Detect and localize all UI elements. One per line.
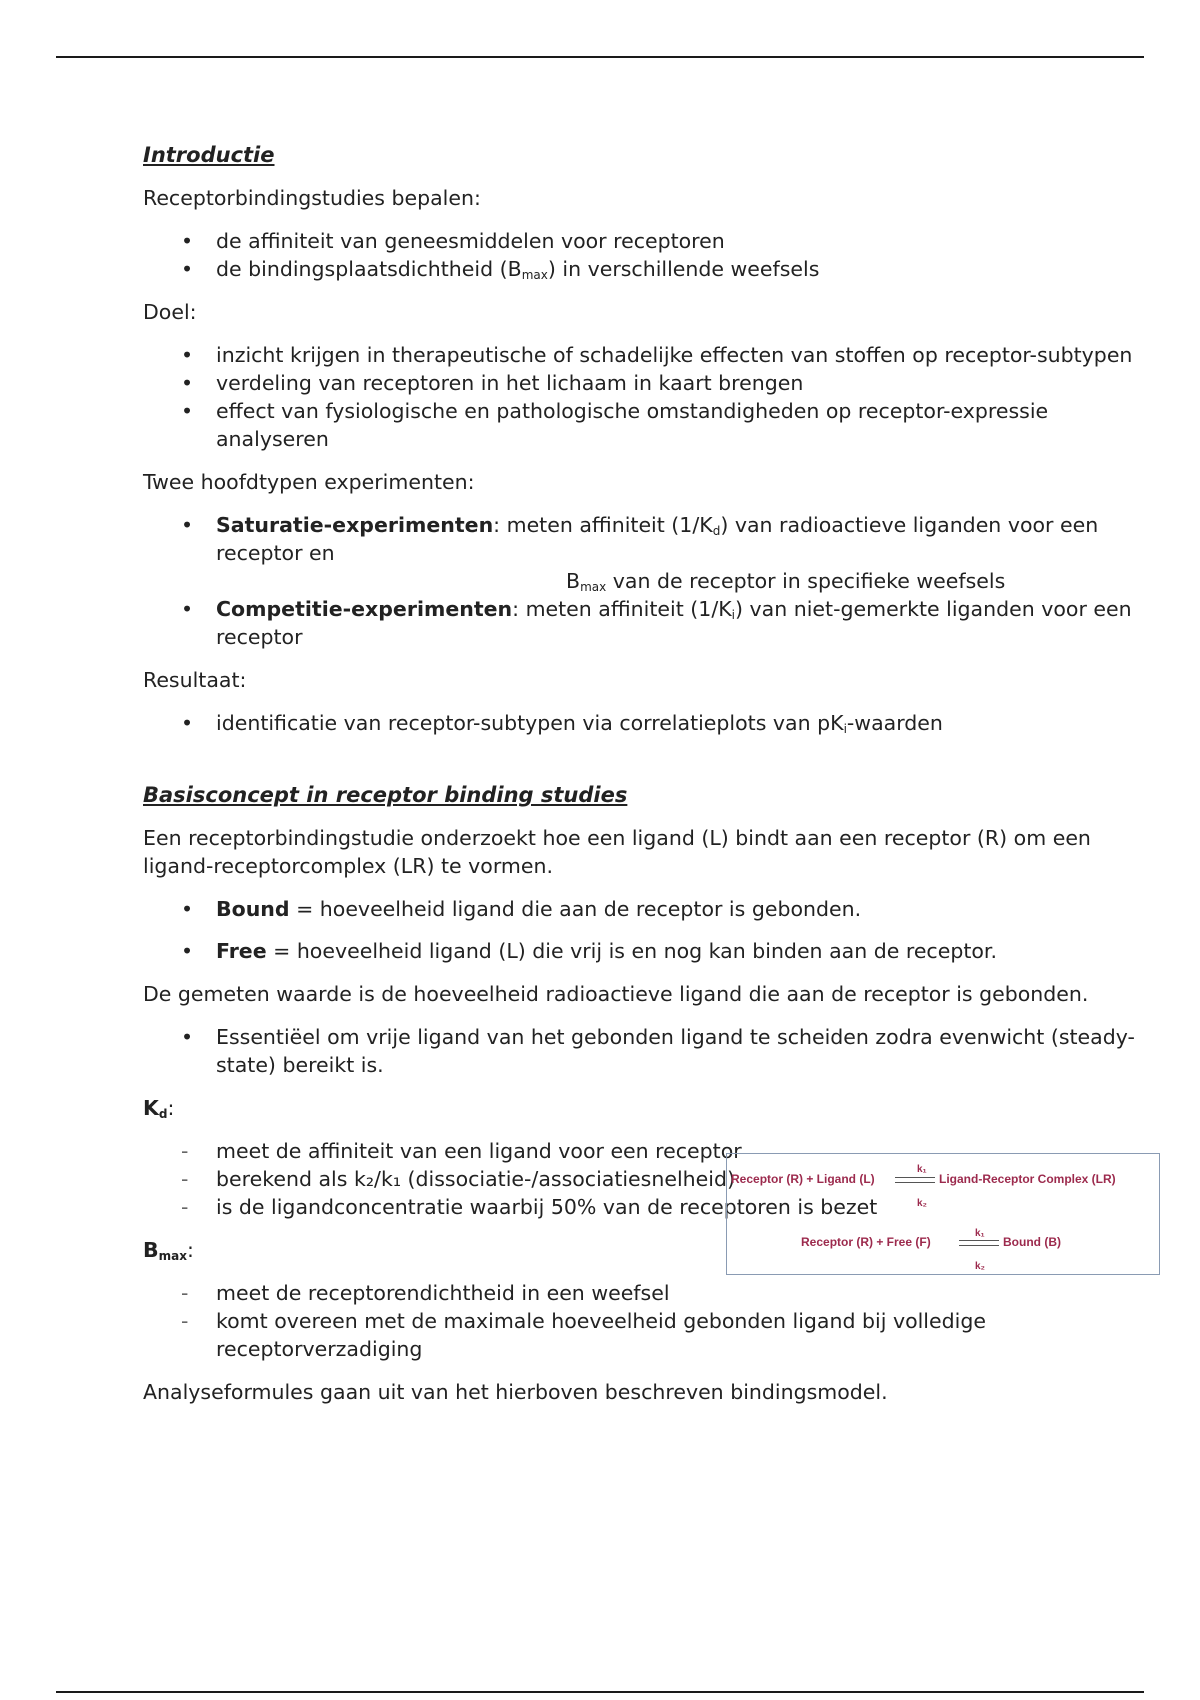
binding-equation-diagram [726, 1153, 1160, 1275]
equation-1-right: Ligand-Receptor Complex (LR) [939, 1172, 1116, 1186]
reverse-arrow [895, 1182, 935, 1183]
forward-arrow [959, 1240, 999, 1241]
list-item: - is de ligandconcentratie waarbij 50% van de receptoren is bezet [181, 1195, 878, 1219]
experiments-list [143, 511, 1143, 651]
list-item: • Free = hoeveelheid ligand (L) die vrij is en nog kan binden aan de receptor. [181, 939, 997, 963]
bmax-list [143, 1279, 1143, 1363]
experiments-label: Twee hoofdtypen experimenten: [143, 470, 475, 494]
list-item: - meet de affiniteit van een ligand voor een receptor [181, 1139, 742, 1163]
list-item: • identificatie van receptor-subtypen via correlatieplots van $pK_i$-waarden [181, 711, 943, 736]
forward-arrow [895, 1177, 935, 1178]
doel-label: Doel: [143, 300, 197, 324]
list-item: • Essentiëel om vrije ligand van het gebonden ligand te scheiden zodra evenwicht (steady-state) bereikt is. [181, 1025, 1135, 1077]
equation-2-left: Receptor (R) + Free (F) [801, 1235, 931, 1249]
list-item: - berekend als k₂/k₁ (dissociatie-/associatiesnelheid) [181, 1167, 735, 1191]
k1-label: k₁ [975, 1228, 985, 1239]
resultaat-label: Resultaat: [143, 668, 247, 692]
essential-list [143, 1023, 1143, 1079]
list-item: • inzicht krijgen in therapeutische of schadelijke effecten van stoffen op receptor-subtypen [181, 343, 1133, 367]
bound-free-list [143, 895, 1143, 965]
resultaat-list [143, 709, 1143, 737]
footer-rule [56, 1691, 1144, 1693]
k2-label: k₂ [975, 1261, 986, 1272]
list-item: • effect van fysiologische en pathologische omstandigheden op receptor-expressie analyseren [181, 399, 1049, 451]
closing-text: Analyseformules gaan uit van het hierboven beschreven bindingsmodel. [143, 1380, 888, 1404]
k1-label: k₁ [917, 1164, 927, 1175]
measured-text: De gemeten waarde is de hoeveelheid radioactieve ligand die aan de receptor is gebonden. [143, 982, 1089, 1006]
list-item: • Competitie-experimenten: meten affiniteit $(1/K_i)$ van niet-gemerkte liganden voor een receptor [181, 597, 1132, 649]
doel-list [143, 341, 1143, 453]
list-item: • de bindingsplaatsdichtheid $(B_{max})$ in verschillende weefsels [181, 257, 820, 282]
bmax-label: $B_{max}$: [143, 1238, 194, 1263]
list-item: • Bound = hoeveelheid ligand die aan de receptor is gebonden. [181, 897, 862, 921]
equation-1-left: Receptor (R) + Ligand (L) [731, 1172, 875, 1186]
equation-2-right: Bound (B) [1003, 1235, 1061, 1249]
list-item: • Saturatie-experimenten: meten affiniteit $(1/K_d)$ van radioactieve liganden voor een receptor en $B_{max}$ van de receptor in specifieke weefsels [181, 513, 1099, 594]
k2-label: k₂ [917, 1198, 928, 1209]
section-title-introductie: Introductie [143, 143, 275, 167]
list-item: - meet de receptorendichtheid in een weefsel [181, 1281, 670, 1305]
intro-text: Receptorbindingstudies bepalen: [143, 186, 481, 210]
list-item: - komt overeen met de maximale hoeveelheid gebonden ligand bij volledige receptorverzadiging [181, 1309, 986, 1361]
reverse-arrow [959, 1245, 999, 1246]
section-title-basisconcept: Basisconcept in receptor binding studies [143, 783, 628, 807]
intro-list [143, 227, 1143, 283]
header-rule [56, 56, 1144, 58]
kd-label: $K_d$: [143, 1096, 175, 1121]
list-item: • de affiniteit van geneesmiddelen voor receptoren [181, 229, 725, 253]
basis-intro: Een receptorbindingstudie onderzoekt hoe een ligand (L) bindt aan een receptor (R) om een ligand-receptorcomplex (LR) te vormen. [143, 826, 1091, 878]
list-item: • verdeling van receptoren in het lichaam in kaart brengen [181, 371, 804, 395]
